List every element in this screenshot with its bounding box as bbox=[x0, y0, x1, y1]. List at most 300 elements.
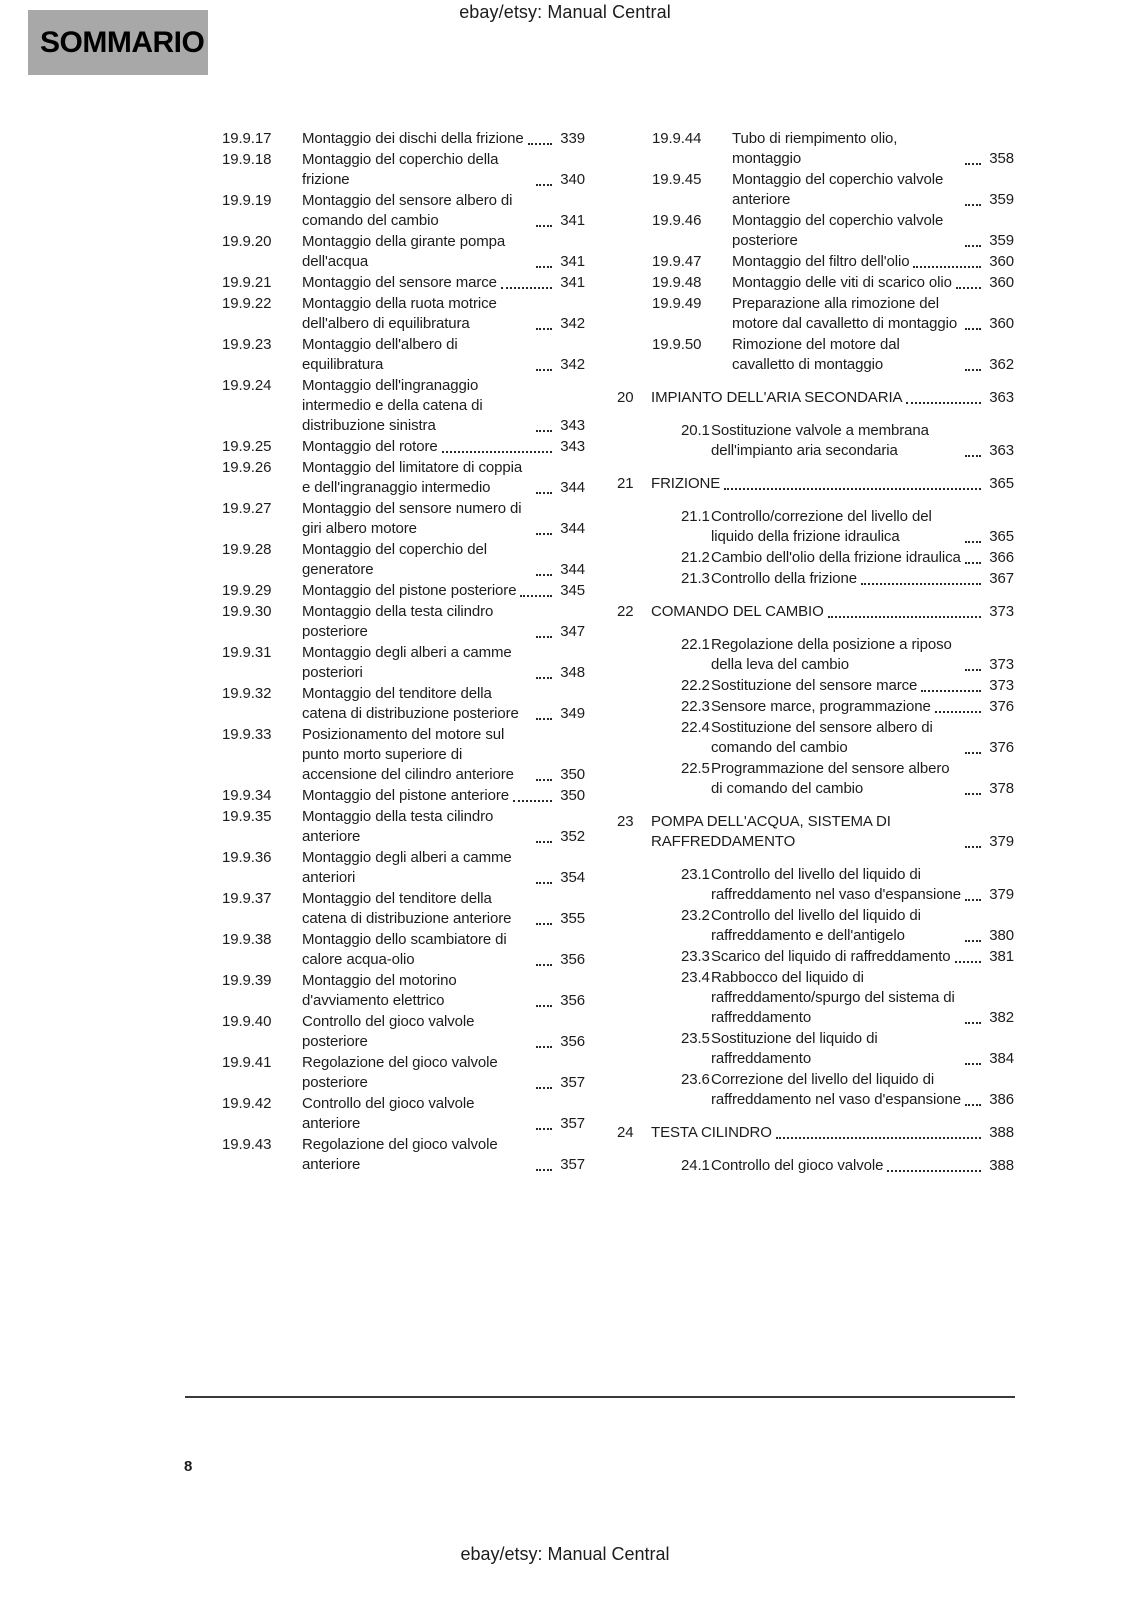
toc-entry-body bbox=[651, 1123, 1014, 1143]
toc-entry-body bbox=[711, 759, 1014, 799]
toc-entry-title: Preparazione alla rimozione del motore dal cavalletto di montaggio bbox=[732, 295, 958, 332]
toc-entry-title: Sostituzione del liquido di raffreddamento bbox=[711, 1030, 878, 1067]
toc-entry-number: 22.5 bbox=[681, 760, 710, 777]
toc-entry bbox=[617, 388, 1014, 408]
toc-entry bbox=[652, 170, 1014, 210]
toc-entry-body bbox=[711, 635, 1014, 675]
toc-entry-body bbox=[651, 388, 1014, 408]
page-header: ebay/etsy: Manual Central bbox=[459, 2, 671, 22]
toc-entry bbox=[681, 421, 1014, 461]
toc-entry-body bbox=[711, 507, 1014, 547]
toc-entry-page: 376 bbox=[989, 698, 1014, 715]
toc-entry-body bbox=[302, 294, 585, 334]
toc-entry bbox=[222, 540, 585, 580]
toc-entry-number: 21 bbox=[617, 475, 634, 492]
toc-entry-page: 344 bbox=[560, 479, 585, 496]
toc-entry-number: 19.9.48 bbox=[652, 274, 702, 291]
toc-entry-title: POMPA DELL'ACQUA, SISTEMA DI RAFFREDDAMENTO bbox=[651, 813, 891, 850]
toc-entry-body bbox=[302, 129, 585, 149]
toc-entry-page: 388 bbox=[989, 1157, 1014, 1174]
toc-entry-body bbox=[711, 569, 1014, 589]
toc-entry-body bbox=[732, 129, 1014, 169]
toc-entry-title: Montaggio del limitatore di coppia e dell'ingranaggio intermedio bbox=[302, 459, 523, 496]
toc-entry-body bbox=[711, 718, 1014, 758]
toc-entry bbox=[617, 474, 1014, 494]
toc-entry-title: Cambio dell'olio della frizione idraulica bbox=[711, 549, 961, 566]
toc-entry-number: 19.9.30 bbox=[222, 603, 272, 620]
toc-dot-leader bbox=[536, 841, 552, 843]
toc-dot-leader bbox=[913, 266, 981, 268]
toc-entry-body bbox=[711, 968, 1014, 1028]
toc-entry-number: 24 bbox=[617, 1124, 634, 1141]
toc-entry-title: Controllo della frizione bbox=[711, 570, 858, 587]
toc-entry-page: 352 bbox=[560, 828, 585, 845]
toc-entry-body bbox=[732, 335, 1014, 375]
page-number: 8 bbox=[184, 1458, 193, 1475]
toc-entry-page: 373 bbox=[989, 656, 1014, 673]
toc-entry-page: 356 bbox=[560, 1033, 585, 1050]
toc-entry-title: Controllo del livello del liquido di raffreddamento nel vaso d'espansione bbox=[711, 866, 961, 903]
toc-entry-number: 19.9.34 bbox=[222, 787, 272, 804]
toc-entry bbox=[222, 150, 585, 190]
toc-entry bbox=[222, 437, 585, 457]
toc-entry bbox=[222, 643, 585, 683]
toc-entry-number: 19.9.39 bbox=[222, 972, 272, 989]
toc-dot-leader bbox=[906, 402, 981, 404]
toc-entry-page: 348 bbox=[560, 664, 585, 681]
toc-entry-number: 19.9.49 bbox=[652, 295, 702, 312]
toc-entry-title: Montaggio del pistone posteriore bbox=[302, 582, 517, 599]
toc-entry-title: Sostituzione valvole a membrana dell'impianto aria secondaria bbox=[711, 422, 929, 459]
toc-entry bbox=[681, 759, 1014, 799]
toc-entry-number: 23.3 bbox=[681, 948, 710, 965]
toc-entry bbox=[617, 812, 1014, 852]
toc-entry-body bbox=[302, 725, 585, 785]
toc-entry-title: Montaggio delle viti di scarico olio bbox=[732, 274, 952, 291]
toc-entry-page: 341 bbox=[560, 253, 585, 270]
toc-dot-leader bbox=[536, 328, 552, 330]
toc-entry-title: Regolazione della posizione a riposo della leva del cambio bbox=[711, 636, 952, 673]
toc-entry-body bbox=[302, 889, 585, 929]
toc-entry-body bbox=[302, 1094, 585, 1134]
toc-entry bbox=[222, 848, 585, 888]
toc-entry-number: 23.1 bbox=[681, 866, 710, 883]
toc-entry-number: 22.4 bbox=[681, 719, 710, 736]
toc-entry-body bbox=[711, 421, 1014, 461]
toc-entry-page: 341 bbox=[560, 212, 585, 229]
section-title-box bbox=[28, 10, 208, 75]
toc-entry-body bbox=[302, 1053, 585, 1093]
toc-entry-body bbox=[302, 581, 585, 601]
toc-entry-title: Montaggio degli alberi a camme anteriori bbox=[302, 849, 512, 886]
toc-entry-number: 19.9.17 bbox=[222, 130, 272, 147]
toc-entry-body bbox=[302, 930, 585, 970]
footer-rule bbox=[185, 1396, 1015, 1398]
toc-entry bbox=[222, 273, 585, 293]
toc-entry-number: 19.9.27 bbox=[222, 500, 272, 517]
toc-entry-page: 360 bbox=[989, 253, 1014, 270]
toc-entry-body bbox=[302, 786, 585, 806]
toc-dot-leader bbox=[828, 616, 981, 618]
toc-entry-number: 23.5 bbox=[681, 1030, 710, 1047]
toc-dot-leader bbox=[965, 669, 981, 671]
toc-entry-body bbox=[732, 170, 1014, 210]
toc-entry-page: 357 bbox=[560, 1074, 585, 1091]
toc-entry bbox=[222, 1053, 585, 1093]
toc-entry-body bbox=[732, 252, 1014, 272]
toc-entry-number: 19.9.21 bbox=[222, 274, 272, 291]
toc-entry-title: Montaggio della testa cilindro anteriore bbox=[302, 808, 494, 845]
toc-entry bbox=[222, 129, 585, 149]
toc-entry-title: Montaggio dell'albero di equilibratura bbox=[302, 336, 458, 373]
toc-entry-number: 19.9.41 bbox=[222, 1054, 272, 1071]
toc-entry-title: Montaggio del coperchio valvole anteriore bbox=[732, 171, 944, 208]
toc-dot-leader bbox=[921, 690, 981, 692]
toc-entry-title: Programmazione del sensore albero di comando del cambio bbox=[711, 760, 950, 797]
toc-entry-page: 366 bbox=[989, 549, 1014, 566]
toc-entry-title: TESTA CILINDRO bbox=[651, 1124, 772, 1141]
toc-entry-page: 356 bbox=[560, 951, 585, 968]
toc-entry-number: 19.9.25 bbox=[222, 438, 272, 455]
toc-dot-leader bbox=[536, 1169, 552, 1171]
toc-entry-page: 360 bbox=[989, 315, 1014, 332]
toc-dot-leader bbox=[965, 562, 981, 564]
toc-entry-page: 355 bbox=[560, 910, 585, 927]
toc-entry-title: Sostituzione del sensore marce bbox=[711, 677, 918, 694]
toc-entry-body bbox=[711, 1029, 1014, 1069]
toc-entry-page: 373 bbox=[989, 603, 1014, 620]
toc-dot-leader bbox=[724, 488, 981, 490]
toc-entry-body bbox=[732, 211, 1014, 251]
toc-dot-leader bbox=[536, 369, 552, 371]
toc-entry bbox=[681, 1029, 1014, 1069]
toc-entry-title: Montaggio dell'ingranaggio intermedio e della catena di distribuzione sinistra bbox=[302, 377, 483, 434]
toc-entry-title: Controllo/correzione del livello del liquido della frizione idraulica bbox=[711, 508, 932, 545]
toc-entry-page: 363 bbox=[989, 389, 1014, 406]
toc-dot-leader bbox=[965, 163, 981, 165]
toc-entry-body bbox=[711, 947, 1014, 967]
toc-entry-body bbox=[651, 474, 1014, 494]
toc-entry bbox=[222, 889, 585, 929]
toc-entry bbox=[652, 294, 1014, 334]
toc-dot-leader bbox=[536, 636, 552, 638]
toc-entry-number: 19.9.29 bbox=[222, 582, 272, 599]
toc-entry-number: 19.9.33 bbox=[222, 726, 272, 743]
toc-entry bbox=[222, 335, 585, 375]
toc-entry bbox=[681, 1070, 1014, 1110]
toc-entry-title: IMPIANTO DELL'ARIA SECONDARIA bbox=[651, 389, 903, 406]
toc-entry bbox=[222, 930, 585, 970]
toc-entry-number: 19.9.40 bbox=[222, 1013, 272, 1030]
toc-entry bbox=[681, 697, 1014, 717]
toc-entry-number: 24.1 bbox=[681, 1157, 710, 1174]
toc-entry-body bbox=[302, 643, 585, 683]
toc-entry bbox=[222, 294, 585, 334]
toc-entry-number: 23.4 bbox=[681, 969, 710, 986]
toc-entry bbox=[652, 335, 1014, 375]
toc-entry-body bbox=[711, 865, 1014, 905]
toc-entry-title: FRIZIONE bbox=[651, 475, 721, 492]
toc-dot-leader bbox=[536, 964, 552, 966]
toc-entry bbox=[681, 718, 1014, 758]
toc-entry-page: 359 bbox=[989, 191, 1014, 208]
toc-entry bbox=[222, 499, 585, 539]
toc-entry bbox=[222, 581, 585, 601]
toc-entry-page: 360 bbox=[989, 274, 1014, 291]
toc-dot-leader bbox=[965, 369, 981, 371]
toc-entry-body bbox=[651, 602, 1014, 622]
toc-entry bbox=[222, 232, 585, 272]
toc-left-column bbox=[222, 129, 585, 1176]
toc-entry-title: Controllo del gioco valvole posteriore bbox=[302, 1013, 475, 1050]
toc-entry-page: 343 bbox=[560, 417, 585, 434]
toc-dot-leader bbox=[965, 1022, 981, 1024]
toc-dot-leader bbox=[861, 583, 981, 585]
toc-dot-leader bbox=[501, 287, 552, 289]
toc-entry bbox=[681, 906, 1014, 946]
toc-dot-leader bbox=[528, 143, 552, 145]
toc-entry-title: Montaggio del rotore bbox=[302, 438, 438, 455]
toc-entry-title: Posizionamento del motore sul punto morto superiore di accensione del cilindro anteriore bbox=[302, 726, 514, 783]
toc-entry bbox=[222, 1094, 585, 1134]
toc-dot-leader bbox=[536, 184, 552, 186]
toc-entry-page: 381 bbox=[989, 948, 1014, 965]
toc-dot-leader bbox=[536, 923, 552, 925]
toc-entry-number: 19.9.26 bbox=[222, 459, 272, 476]
toc-entry bbox=[652, 273, 1014, 293]
toc-dot-leader bbox=[513, 800, 552, 802]
toc-entry-body bbox=[302, 376, 585, 436]
toc-entry bbox=[222, 725, 585, 785]
toc-entry-title: Montaggio del motorino d'avviamento elettrico bbox=[302, 972, 457, 1009]
toc-entry-title: Montaggio del coperchio del generatore bbox=[302, 541, 487, 578]
toc-entry-body bbox=[711, 906, 1014, 946]
toc-entry-body bbox=[711, 676, 1014, 696]
toc-dot-leader bbox=[965, 752, 981, 754]
toc-entry bbox=[681, 548, 1014, 568]
toc-entry-title: Controllo del gioco valvole bbox=[711, 1157, 884, 1174]
toc-entry-page: 378 bbox=[989, 780, 1014, 797]
toc-entry bbox=[222, 1135, 585, 1175]
toc-entry-page: 358 bbox=[989, 150, 1014, 167]
toc-entry-number: 22.2 bbox=[681, 677, 710, 694]
toc-entry-title: Montaggio del tenditore della catena di distribuzione posteriore bbox=[302, 685, 519, 722]
toc-entry-number: 22.1 bbox=[681, 636, 710, 653]
toc-entry bbox=[681, 676, 1014, 696]
toc-entry-number: 20.1 bbox=[681, 422, 710, 439]
toc-entry-body bbox=[302, 684, 585, 724]
toc-entry-number: 19.9.19 bbox=[222, 192, 272, 209]
toc-dot-leader bbox=[536, 779, 552, 781]
toc-entry-page: 356 bbox=[560, 992, 585, 1009]
toc-entry-number: 19.9.35 bbox=[222, 808, 272, 825]
toc-entry-title: Correzione del livello del liquido di raffreddamento nel vaso d'espansione bbox=[711, 1071, 961, 1108]
section-title: SOMMARIO bbox=[40, 25, 205, 59]
toc-entry-page: 384 bbox=[989, 1050, 1014, 1067]
toc-entry-body bbox=[302, 602, 585, 642]
toc-entry-body bbox=[302, 807, 585, 847]
toc-dot-leader bbox=[965, 455, 981, 457]
toc-entry-title: Rimozione del motore dal cavalletto di montaggio bbox=[732, 336, 900, 373]
toc-entry bbox=[652, 211, 1014, 251]
toc-entry-page: 357 bbox=[560, 1156, 585, 1173]
toc-entry-title: Tubo di riempimento olio, montaggio bbox=[732, 130, 898, 167]
toc-entry-body bbox=[711, 548, 1014, 568]
toc-entry-number: 22.3 bbox=[681, 698, 710, 715]
toc-dot-leader bbox=[955, 961, 981, 963]
toc-entry-title: Scarico del liquido di raffreddamento bbox=[711, 948, 951, 965]
toc-entry-title: Montaggio del filtro dell'olio bbox=[732, 253, 910, 270]
toc-entry-number: 19.9.28 bbox=[222, 541, 272, 558]
toc-entry-page: 339 bbox=[560, 130, 585, 147]
toc-dot-leader bbox=[536, 1087, 552, 1089]
toc-entry-body bbox=[302, 335, 585, 375]
toc-entry-body bbox=[302, 848, 585, 888]
toc-entry-number: 19.9.50 bbox=[652, 336, 702, 353]
toc-entry-title: Montaggio del sensore albero di comando del cambio bbox=[302, 192, 513, 229]
toc-entry-body bbox=[302, 971, 585, 1011]
toc-entry-title: Controllo del livello del liquido di raffreddamento e dell'antigelo bbox=[711, 907, 921, 944]
toc-entry-page: 388 bbox=[989, 1124, 1014, 1141]
toc-entry-page: 365 bbox=[989, 475, 1014, 492]
page-footer: ebay/etsy: Manual Central bbox=[460, 1544, 670, 1564]
toc-entry-page: 342 bbox=[560, 315, 585, 332]
toc-dot-leader bbox=[965, 899, 981, 901]
toc-entry-title: Rabbocco del liquido di raffreddamento/spurgo del sistema di raffreddamento bbox=[711, 969, 955, 1026]
toc-entry-title: Montaggio della testa cilindro posteriore bbox=[302, 603, 494, 640]
toc-dot-leader bbox=[536, 266, 552, 268]
toc-dot-leader bbox=[536, 574, 552, 576]
toc-entry-number: 21.1 bbox=[681, 508, 710, 525]
toc-entry-number: 19.9.22 bbox=[222, 295, 272, 312]
toc-entry-title: Montaggio del coperchio valvole posteriore bbox=[732, 212, 944, 249]
toc-entry-title: Montaggio della ruota motrice dell'albero di equilibratura bbox=[302, 295, 497, 332]
toc-dot-leader bbox=[965, 204, 981, 206]
toc-entry bbox=[222, 684, 585, 724]
toc-entry-title: Montaggio dei dischi della frizione bbox=[302, 130, 524, 147]
toc-entry bbox=[222, 971, 585, 1011]
toc-entry-page: 340 bbox=[560, 171, 585, 188]
toc-dot-leader bbox=[536, 1128, 552, 1130]
toc-entry bbox=[222, 191, 585, 231]
toc-entry-page: 345 bbox=[560, 582, 585, 599]
toc-dot-leader bbox=[965, 846, 981, 848]
toc-entry-page: 349 bbox=[560, 705, 585, 722]
toc-dot-leader bbox=[536, 677, 552, 679]
toc-entry-body bbox=[302, 458, 585, 498]
toc-entry-body bbox=[651, 812, 1014, 852]
toc-entry-page: 382 bbox=[989, 1009, 1014, 1026]
toc-entry-number: 19.9.37 bbox=[222, 890, 272, 907]
toc-entry-body bbox=[302, 1135, 585, 1175]
toc-entry-body bbox=[302, 540, 585, 580]
toc-entry-body bbox=[302, 437, 585, 457]
toc-entry-page: 362 bbox=[989, 356, 1014, 373]
toc-entry-page: 380 bbox=[989, 927, 1014, 944]
toc-dot-leader bbox=[536, 1005, 552, 1007]
toc-dot-leader bbox=[965, 940, 981, 942]
toc-entry-page: 344 bbox=[560, 561, 585, 578]
toc-entry-page: 365 bbox=[989, 528, 1014, 545]
toc-entry bbox=[681, 1156, 1014, 1176]
toc-dot-leader bbox=[536, 492, 552, 494]
toc-entry-number: 19.9.23 bbox=[222, 336, 272, 353]
toc-entry-page: 363 bbox=[989, 442, 1014, 459]
toc-dot-leader bbox=[965, 1063, 981, 1065]
toc-entry-number: 21.2 bbox=[681, 549, 710, 566]
toc-entry-number: 19.9.46 bbox=[652, 212, 702, 229]
toc-entry-body bbox=[732, 273, 1014, 293]
toc-entry-number: 23.6 bbox=[681, 1071, 710, 1088]
toc-entry-body bbox=[711, 1156, 1014, 1176]
toc-entry-body bbox=[302, 150, 585, 190]
toc-right-column bbox=[617, 129, 1014, 1177]
toc-entry bbox=[222, 602, 585, 642]
toc-entry-title: Montaggio del sensore numero di giri albero motore bbox=[302, 500, 522, 537]
toc-entry bbox=[681, 865, 1014, 905]
toc-dot-leader bbox=[965, 793, 981, 795]
toc-entry-number: 23.2 bbox=[681, 907, 710, 924]
toc-entry-title: Regolazione del gioco valvole posteriore bbox=[302, 1054, 498, 1091]
toc-entry-body bbox=[302, 1012, 585, 1052]
toc-entry bbox=[681, 635, 1014, 675]
toc-dot-leader bbox=[965, 541, 981, 543]
toc-entry bbox=[652, 129, 1014, 169]
toc-entry-body bbox=[711, 1070, 1014, 1110]
toc-entry-number: 19.9.24 bbox=[222, 377, 272, 394]
toc-dot-leader bbox=[536, 718, 552, 720]
toc-entry-body bbox=[302, 232, 585, 272]
toc-entry-page: 359 bbox=[989, 232, 1014, 249]
toc-entry bbox=[222, 807, 585, 847]
toc-entry-page: 350 bbox=[560, 787, 585, 804]
toc-entry-number: 20 bbox=[617, 389, 634, 406]
toc-dot-leader bbox=[965, 245, 981, 247]
toc-entry bbox=[222, 1012, 585, 1052]
toc-entry-page: 354 bbox=[560, 869, 585, 886]
toc-entry-number: 19.9.36 bbox=[222, 849, 272, 866]
toc-entry-title: Regolazione del gioco valvole anteriore bbox=[302, 1136, 498, 1173]
toc-entry-number: 19.9.42 bbox=[222, 1095, 272, 1112]
toc-dot-leader bbox=[536, 1046, 552, 1048]
toc-entry-page: 341 bbox=[560, 274, 585, 291]
toc-entry-title: Montaggio degli alberi a camme posteriori bbox=[302, 644, 512, 681]
toc-entry-number: 19.9.38 bbox=[222, 931, 272, 948]
toc-entry-body bbox=[732, 294, 1014, 334]
toc-entry-page: 342 bbox=[560, 356, 585, 373]
toc-entry bbox=[681, 947, 1014, 967]
toc-entry-number: 19.9.32 bbox=[222, 685, 272, 702]
toc-entry-number: 19.9.31 bbox=[222, 644, 272, 661]
toc-entry-title: Montaggio del coperchio della frizione bbox=[302, 151, 499, 188]
toc-dot-leader bbox=[965, 1104, 981, 1106]
toc-entry-page: 344 bbox=[560, 520, 585, 537]
toc-entry bbox=[617, 1123, 1014, 1143]
toc-dot-leader bbox=[536, 882, 552, 884]
toc-dot-leader bbox=[887, 1170, 981, 1172]
toc-entry-page: 379 bbox=[989, 886, 1014, 903]
toc-entry-title: Sostituzione del sensore albero di comando del cambio bbox=[711, 719, 933, 756]
toc-dot-leader bbox=[520, 595, 552, 597]
toc-entry-page: 347 bbox=[560, 623, 585, 640]
toc-dot-leader bbox=[956, 287, 981, 289]
toc-entry-number: 19.9.43 bbox=[222, 1136, 272, 1153]
toc-entry-title: Montaggio della girante pompa dell'acqua bbox=[302, 233, 506, 270]
toc-entry bbox=[681, 507, 1014, 547]
toc-entry-number: 19.9.44 bbox=[652, 130, 702, 147]
toc-dot-leader bbox=[442, 451, 552, 453]
toc-entry-title: Montaggio del sensore marce bbox=[302, 274, 497, 291]
